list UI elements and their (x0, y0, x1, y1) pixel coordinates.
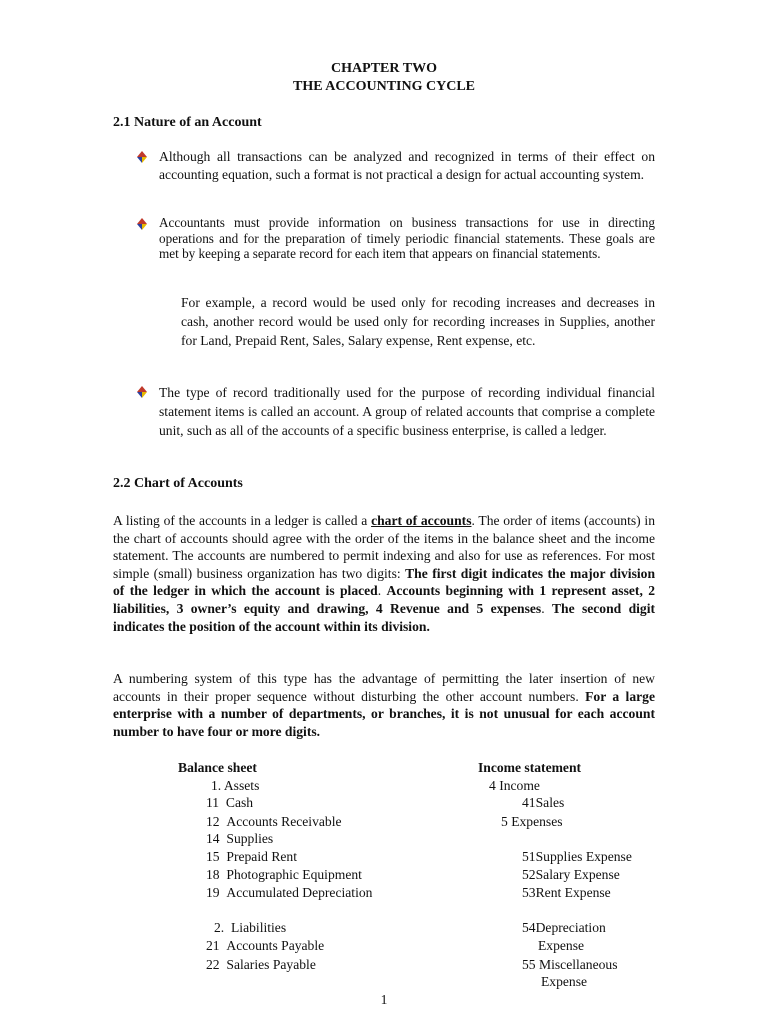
is-row-rent-expense (522, 885, 611, 901)
is-name: Expense (538, 938, 585, 953)
bs-row-cash (206, 795, 253, 811)
bullet-text-2: Accountants must provide information on business transactions for use in directing operations and for the preparation of timely periodic financial statements. These goals are met by keeping a separate record for each item that appears on financial statements. (159, 215, 655, 261)
bs-name: Accounts Payable (226, 938, 325, 953)
p1-text-c: . (377, 583, 387, 599)
bs-num: 22 (206, 957, 220, 972)
is-name: Supplies Expense (535, 849, 632, 864)
bs-row-supplies (206, 831, 273, 847)
bs-row-photographic-equipment (206, 867, 362, 883)
is-row-depreciation-cont (538, 938, 584, 954)
chapter-title: THE ACCOUNTING CYCLE (292, 79, 476, 94)
example-paragraph: For example, a record would be used only for recoding increases and decreases in cash, another record would be used only for recording increases in Supplies, another for Land, Prepaid Rent, Sales, Salary expense, Rent expense, etc. (181, 295, 655, 348)
is-num: 51 (522, 849, 536, 864)
is-num: 55 (522, 957, 536, 972)
bs-name: Accounts Receivable (226, 814, 342, 829)
bs-row-assets (211, 778, 259, 794)
bs-num: 21 (206, 938, 220, 953)
is-num: 54 (522, 920, 536, 935)
is-num: 53 (522, 885, 536, 900)
chapter-label: CHAPTER TWO (331, 61, 437, 76)
bs-num: 19 (206, 885, 220, 900)
section-title-chart-of-accounts: 2.2 Chart of Accounts (113, 476, 243, 491)
bs-num: 11 (206, 795, 220, 810)
is-row-income (489, 778, 540, 794)
bs-name: Supplies (226, 831, 274, 846)
is-name: Expense (541, 974, 588, 989)
p1-bold-1: The first digit indicates the major division of the ledger in which the account is placed (113, 565, 656, 599)
bs-name: Accumulated Depreciation (226, 885, 373, 900)
numbering-system-paragraph (113, 670, 655, 740)
p1-term: chart of accounts (371, 513, 472, 528)
arrow-bullet-icon (135, 151, 149, 163)
is-num: 41 (522, 795, 536, 810)
income-statement-header: Income statement (478, 760, 582, 775)
bs-name: Salaries Payable (226, 957, 316, 972)
is-name: Salary Expense (535, 867, 620, 882)
bs-num: 1. (211, 778, 222, 793)
p1-text-b: . The order of items (accounts) in the chart of accounts should agree with the order of the items in the balance sheet and the income statement. The accounts are numbered to permit indexing and also for use as references. For most simple (small) business organization has two digits: (113, 513, 655, 581)
bs-num: 12 (206, 814, 220, 829)
is-row-miscellaneous (522, 957, 618, 973)
page-number: 1 (380, 992, 388, 1007)
bs-row-accumulated-depreciation (206, 885, 372, 901)
bs-row-salaries-payable (206, 957, 316, 973)
bs-row-accounts-receivable (206, 814, 342, 830)
bs-row-accounts-payable (206, 938, 324, 954)
bullet-text-1: Although all transactions can be analyzed and recognized in terms of their effect on accounting equation, such a format is not practical a design for actual accounting system. (159, 149, 655, 182)
bullet-item-3 (135, 383, 655, 440)
is-name: Depreciation (535, 920, 606, 935)
bs-num: 14 (206, 831, 220, 846)
is-row-expenses (501, 814, 563, 830)
p2-text-a: A numbering system of this type has the advantage of permitting the later insertion of new accounts in their proper sequence without disturbing the other account numbers. (113, 671, 655, 704)
p1-text-d: . (541, 600, 552, 616)
bs-num: 2. (214, 920, 225, 935)
arrow-bullet-icon (135, 386, 149, 398)
is-name: Rent Expense (535, 885, 611, 900)
bullet-item-2 (135, 215, 655, 262)
is-name: Sales (535, 795, 565, 810)
is-num: 52 (522, 867, 536, 882)
bs-row-prepaid-rent (206, 849, 297, 865)
is-name: Income (499, 778, 540, 793)
bs-row-liabilities (214, 920, 286, 936)
arrow-bullet-icon (135, 218, 149, 230)
bs-name: Photographic Equipment (226, 867, 362, 882)
is-row-sales (522, 795, 564, 811)
is-name: Miscellaneous (539, 957, 618, 972)
bs-name: Liabilities (231, 920, 287, 935)
bs-name: Cash (225, 795, 254, 810)
p1-text-a: A listing of the accounts in a ledger is called a (113, 513, 372, 528)
bullet-text-3: The type of record traditionally used for the purpose of recording individual financial statement items is called an account. A group of related accounts that comprise a complete unit, such as all of the accounts of a specific business enterprise, is called a ledger. (159, 385, 655, 438)
p1-bold-3: The second digit indicates the position of the account within its division. (113, 600, 656, 634)
section-title-nature-of-account: 2.1 Nature of an Account (113, 115, 262, 130)
bs-num: 18 (206, 867, 220, 882)
balance-sheet-header: Balance sheet (178, 760, 257, 775)
is-row-supplies-expense (522, 849, 632, 865)
bs-num: 15 (206, 849, 220, 864)
is-num: 4 (489, 778, 496, 793)
p1-bold-2: Accounts beginning with 1 represent asset, 2 liabilities, 3 owner’s equity and drawing, 4 Revenue and 5 expenses (113, 583, 656, 616)
is-row-depreciation (522, 920, 606, 936)
is-row-salary-expense (522, 867, 620, 883)
bs-name: Assets (223, 778, 260, 793)
bullet-item-1 (135, 148, 655, 184)
bs-name: Prepaid Rent (226, 849, 297, 864)
is-num: 5 (501, 814, 508, 829)
is-name: Expenses (511, 814, 563, 829)
p2-bold: For a large enterprise with a number of departments, or branches, it is not unusual for each account number to have four or more digits. (113, 688, 655, 739)
is-row-miscellaneous-cont (541, 974, 587, 990)
chart-of-accounts-paragraph (113, 512, 655, 635)
